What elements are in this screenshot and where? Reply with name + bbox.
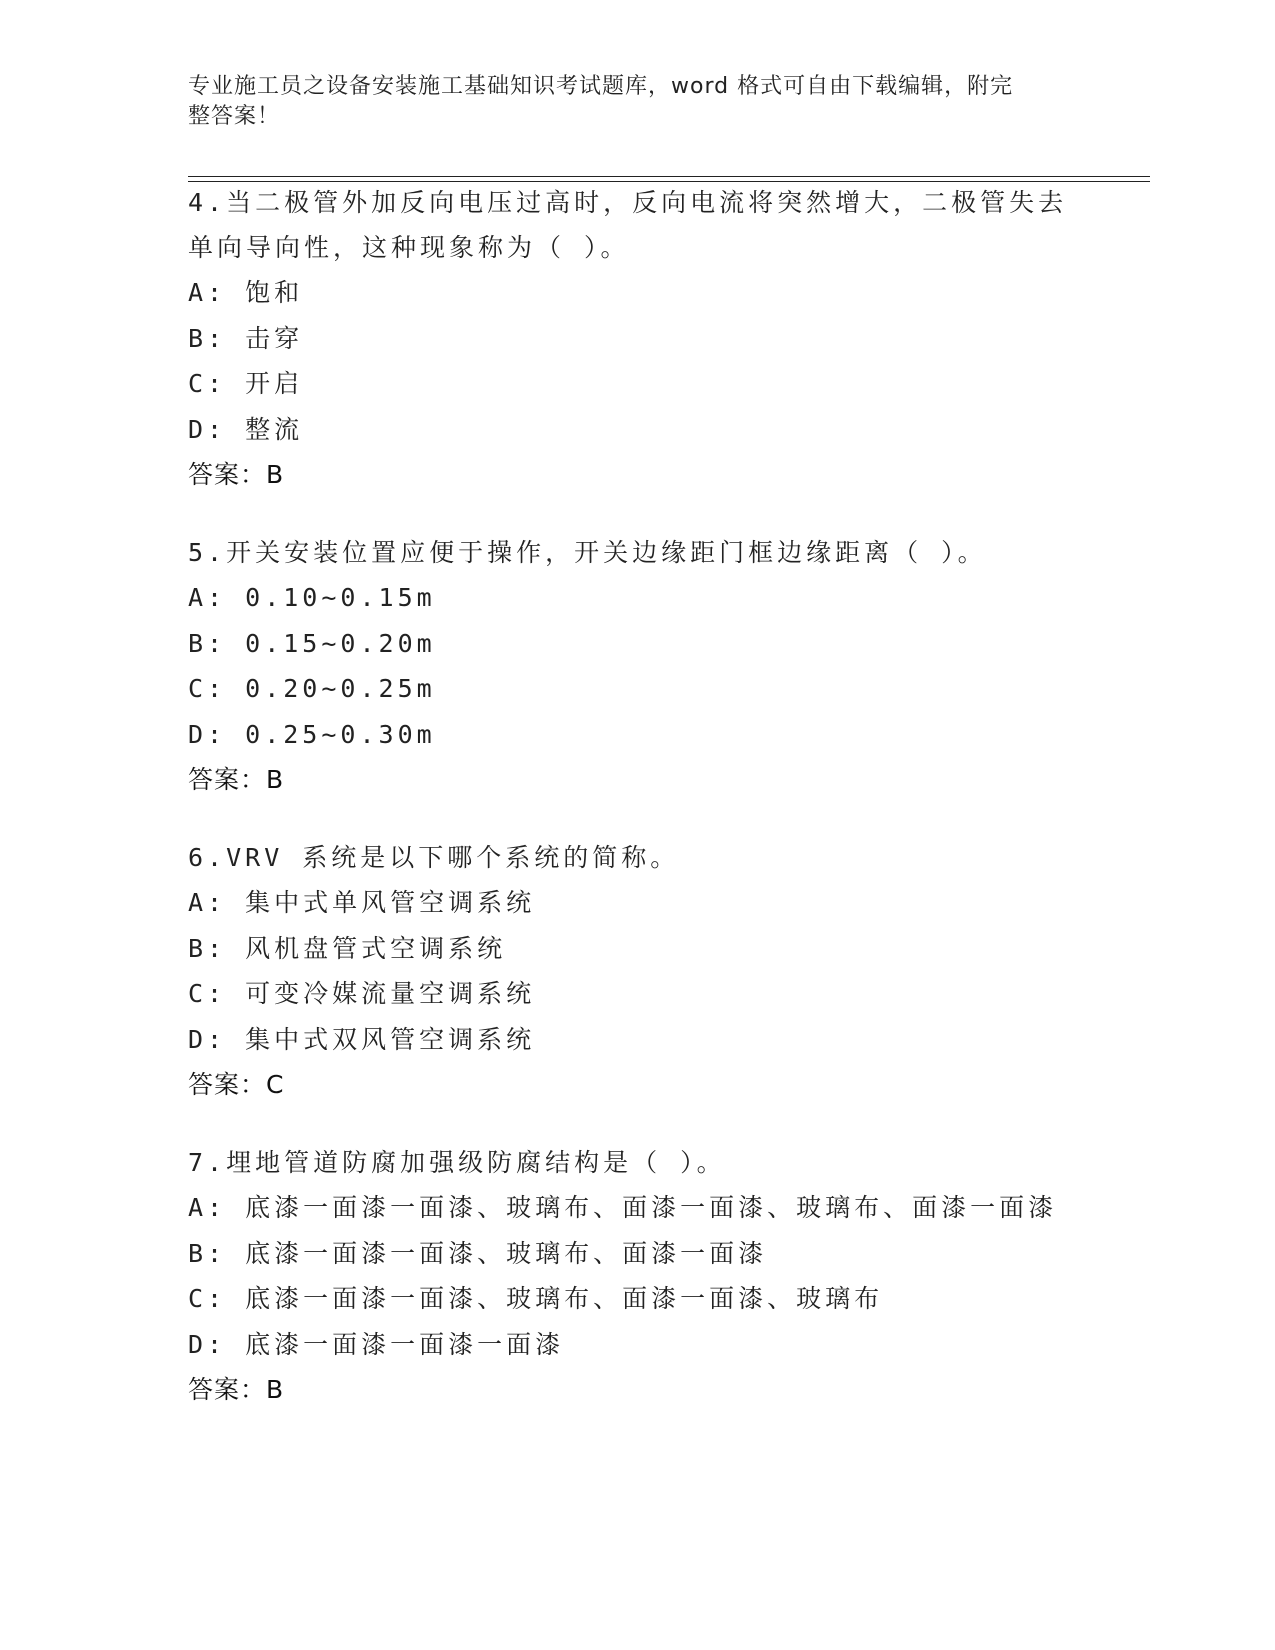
option-a: A: 0.10~0.15m xyxy=(188,583,436,612)
answer: 答案：B xyxy=(188,765,285,794)
question-7 xyxy=(188,1140,1088,1413)
option-b: B: 0.15~0.20m xyxy=(188,628,436,658)
option-a: A: 饱和 xyxy=(188,278,304,307)
option-b: B: 击穿 xyxy=(188,323,304,353)
option-c: C: 底漆一面漆一面漆、玻璃布、面漆一面漆、玻璃布 xyxy=(188,1284,884,1313)
question-stem-line-1: 7.埋地管道防腐加强级防腐结构是（ ）。 xyxy=(188,1148,726,1177)
document-header xyxy=(188,72,1078,132)
option-c: C: 开启 xyxy=(188,369,304,398)
option-a: A: 集中式单风管空调系统 xyxy=(188,888,536,917)
option-d: D: 底漆一面漆一面漆一面漆 xyxy=(188,1329,565,1359)
option-c: C: 可变冷媒流量空调系统 xyxy=(188,979,536,1008)
question-stem-line-2: 单向导向性，这种现象称为（ ）。 xyxy=(188,233,630,262)
answer: 答案：B xyxy=(188,460,285,489)
option-a: A: 底漆一面漆一面漆、玻璃布、面漆一面漆、玻璃布、面漆一面漆 xyxy=(188,1193,1058,1222)
header-divider-top xyxy=(188,176,1150,177)
question-4 xyxy=(188,180,1088,498)
header-line-1: 专业施工员之设备安装施工基础知识考试题库，word 格式可自由下载编辑，附完 xyxy=(188,74,1014,99)
question-stem-line-1: 5.开关安装位置应便于操作，开关边缘距门框边缘距离（ ）。 xyxy=(188,538,987,567)
option-d: D: 0.25~0.30m xyxy=(188,719,436,749)
option-c: C: 0.20~0.25m xyxy=(188,674,436,703)
question-stem-line-1: 6.VRV 系统是以下哪个系统的简称。 xyxy=(188,843,680,872)
answer: 答案：B xyxy=(188,1375,285,1404)
option-d: D: 整流 xyxy=(188,414,304,444)
question-6 xyxy=(188,835,1088,1108)
option-b: B: 风机盘管式空调系统 xyxy=(188,933,507,963)
header-line-2: 整答案！ xyxy=(188,104,281,129)
option-d: D: 集中式双风管空调系统 xyxy=(188,1024,536,1054)
answer: 答案：C xyxy=(188,1070,285,1099)
question-stem-line-1: 4.当二极管外加反向电压过高时，反向电流将突然增大，二极管失去 xyxy=(188,188,1068,217)
option-b: B: 底漆一面漆一面漆、玻璃布、面漆一面漆 xyxy=(188,1238,768,1268)
question-5 xyxy=(188,530,1088,803)
